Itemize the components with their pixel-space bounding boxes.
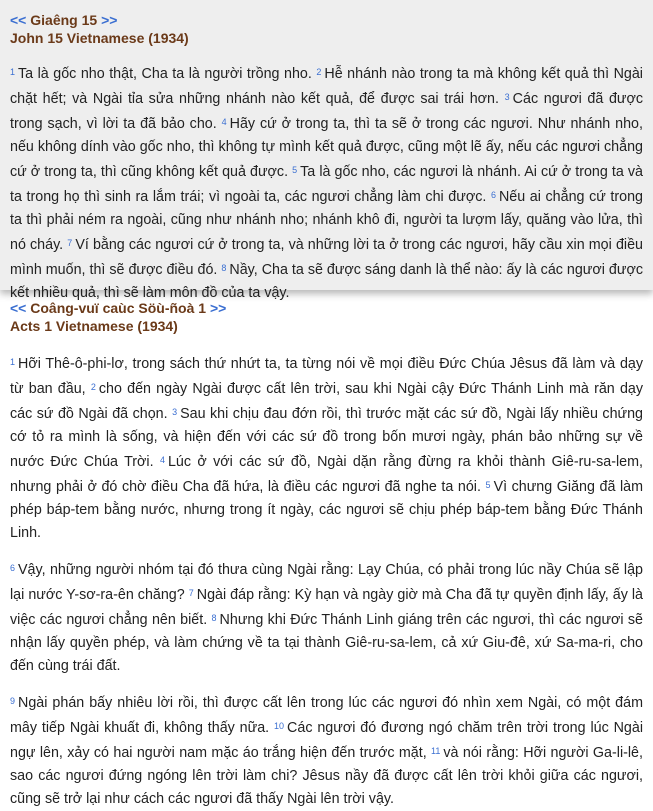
verse-number[interactable]: 9 — [10, 696, 16, 706]
verse-paragraph — [10, 557, 643, 678]
verse-number[interactable]: 4 — [159, 455, 165, 465]
acts-next-link[interactable]: >> — [209, 300, 227, 316]
john-next-link[interactable]: >> — [101, 12, 118, 28]
verse-text: Ngài phán bấy nhiêu lời rồi, thì được cất lên trong lúc các ngươi đó nhìn xem Ngài, có một đám mây tiếp Ngài khuất đi, không thấy nữa. — [10, 695, 643, 736]
verse-text: cho đến ngày Ngài được cất lên trời, sau khi Ngài cậy Đức Thánh Linh mà răn dạy các sứ đồ Ngài đã chọn. — [10, 381, 644, 422]
acts-section — [0, 290, 653, 811]
acts-prev-link[interactable]: << — [10, 300, 27, 316]
verse-number[interactable]: 10 — [274, 721, 285, 731]
verse-text: Hãy cứ ở trong ta, thì ta sẽ ở trong các ngươi. Như nhánh nho, nếu không dính vào gốc nho, thì không tự mình kết quả được, cũng một lẽ ấy, nếu các ngươi chẳng cứ ở trong ta, thì cũng không kết quả được. — [10, 116, 643, 180]
verse-text: Hỡi Thê-ô-phi-lơ, trong sách thứ nhứt ta, ta từng nói về mọi điều Đức Chúa Jêsus đã làm và dạy từ ban đầu, — [10, 356, 643, 397]
verse-number[interactable]: 11 — [431, 746, 441, 756]
verse-text: Nếu ai chẳng cứ trong ta thì phải ném ra ngoài, cũng như nhánh nho; nhánh khô đi, người ta lượm lấy, quăng vào lửa, thì nó cháy. — [10, 189, 643, 253]
verse-number[interactable]: 8 — [221, 263, 227, 273]
john-section — [0, 0, 653, 301]
verse-text: Ngài đáp rằng: Kỳ hạn và ngày giờ mà Cha đã tự quyền định lấy, ấy là việc các ngươi chẳng nên biết. — [10, 587, 643, 628]
verse-number[interactable]: 6 — [490, 190, 496, 200]
verse-text: Các ngươi đã được trong sạch, vì lời ta đã bảo cho. — [10, 91, 643, 132]
verse-text: Lúc ở với các sứ đồ, Ngài dặn rằng đừng ra khỏi thành Giê-ru-sa-lem, nhưng phải ở đó chờ điều Cha đã hứa, là điều các ngươi đã nghe ta nói. — [10, 454, 643, 495]
verse-number[interactable]: 1 — [10, 67, 16, 77]
verse-number[interactable]: 3 — [172, 407, 178, 417]
verse-text: Nhưng khi Đức Thánh Linh giáng trên các ngươi, thì các ngươi sẽ nhận lấy quyền phép, và làm chứng về ta tại thành Giê-ru-sa-lem, cả xứ Giu-đê, xứ Sa-ma-ri, cho đến cùng trái đất. — [10, 612, 644, 674]
verse-paragraph — [10, 61, 643, 305]
verse-number[interactable]: 7 — [67, 238, 73, 248]
verse-number[interactable]: 5 — [292, 165, 298, 175]
verse-number[interactable]: 3 — [504, 92, 510, 102]
verse-text: Ta là gốc nho thật, Cha ta là người trồng nho. — [18, 66, 312, 82]
verse-text: Vậy, những người nhóm tại đó thưa cùng Ngài rằng: Lạy Chúa, có phải trong lúc nầy Chúa sẽ lập lại nước Y-sơ-ra-ên chăng? — [10, 562, 643, 603]
john-nav — [10, 12, 643, 29]
verse-number[interactable]: 5 — [485, 480, 491, 490]
verse-number[interactable]: 6 — [10, 563, 16, 573]
verse-paragraph — [10, 690, 643, 811]
acts-chapter-title: Coâng-vuï caùc Söù-ñoà 1 — [30, 300, 207, 316]
john-passage — [10, 61, 643, 305]
verse-text: và nói rằng: Hỡi người Ga-li-lê, sao các ngươi đứng ngóng lên trời làm chi? Jêsus nầy đã được cất lên trời khỏi giữa các ngươi, cũng sẽ trở lại như cách các ngươi đã thấy Ngài lên trời vậy. — [10, 745, 643, 807]
verse-text: Ta là gốc nho, các ngươi là nhánh. Ai cứ ở trong ta và ta trong họ thì sinh ra lắm trái; vì ngoài ta, các ngươi chẳng làm chi được. — [10, 164, 643, 205]
verse-text: Hễ nhánh nào trong ta mà không kết quả thì Ngài chặt hết; và Ngài tỉa sửa những nhánh nào kết quả, để được sai trái hơn. — [10, 66, 643, 107]
verse-number[interactable]: 2 — [316, 67, 322, 77]
john-version-title: John 15 Vietnamese (1934) — [10, 30, 189, 46]
verse-text: Vì chưng Giăng đã làm phép báp-tem bằng nước, nhưng trong ít ngày, các ngươi sẽ chịu phép báp-tem bằng Đức Thánh Linh. — [10, 479, 644, 541]
john-prev-link[interactable]: << — [10, 12, 27, 28]
verse-text: Nầy, Cha ta sẽ được sáng danh là thể nào: ấy là các ngươi được kết nhiều quả, thì sẽ làm môn đồ của ta vậy. — [10, 262, 643, 301]
john-chapter-title: Giaêng 15 — [30, 12, 98, 28]
verse-number[interactable]: 7 — [188, 588, 194, 598]
verse-number[interactable]: 2 — [90, 382, 96, 392]
verse-text: Các ngươi đó đương ngó chăm trên trời trong lúc Ngài ngự lên, xảy có hai người nam mặc áo trắng hiện đến trước mặt, — [10, 720, 644, 761]
verse-text: Ví bằng các ngươi cứ ở trong ta, và những lời ta ở trong các ngươi, hãy cầu xin mọi điều mình muốn, thì sẽ được điều đó. — [10, 237, 643, 278]
acts-version-title: Acts 1 Vietnamese (1934) — [10, 318, 178, 334]
verse-number[interactable]: 4 — [221, 117, 227, 127]
verse-number[interactable]: 1 — [10, 357, 16, 367]
verse-paragraph — [10, 351, 643, 545]
verse-text: Sau khi chịu đau đớn rồi, thì trước mặt các sứ đồ, Ngài lấy nhiều chứng cớ tỏ ra mình là sống, và hiện đến với các sứ đồ trong bốn mươi ngày, phán bảo những sự về nước Đức Chúa Trời. — [10, 406, 643, 470]
verse-number[interactable]: 8 — [211, 613, 217, 623]
acts-passage — [10, 351, 643, 811]
